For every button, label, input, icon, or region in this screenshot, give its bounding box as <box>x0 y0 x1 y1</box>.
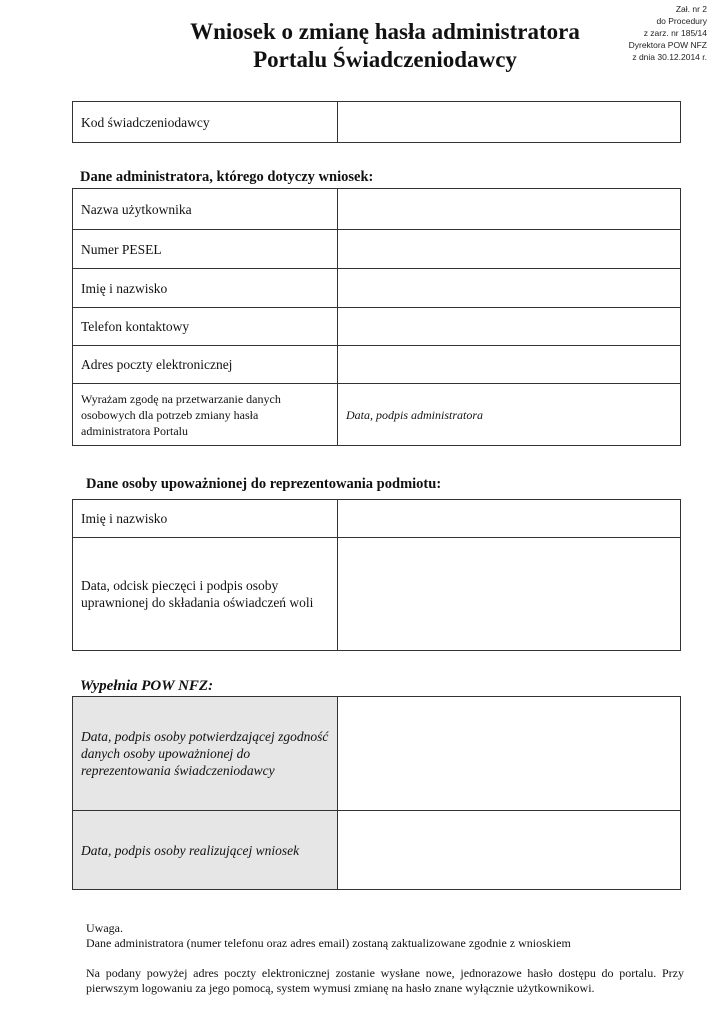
table-row <box>73 811 681 890</box>
confirmation-signature-field[interactable] <box>338 697 681 811</box>
table-row <box>73 500 681 538</box>
document-title-line1: Wniosek o zmianę hasła administratora <box>190 19 580 44</box>
representative-name-label: Imię i nazwisko <box>73 500 338 538</box>
full-name-field[interactable] <box>338 269 681 308</box>
confirmation-label: Data, podpis osoby potwierdzającej zgodność danych osoby upoważnionej do reprezentowania świadczeniodawcy <box>73 697 338 811</box>
admin-table <box>72 188 681 446</box>
annex-line: Dyrektora POW NFZ <box>628 40 707 50</box>
nfz-section-heading: Wypełnia POW NFZ: <box>80 678 214 694</box>
table-row <box>73 189 681 230</box>
email-field[interactable] <box>338 346 681 384</box>
note-paragraph: Na podany powyżej adres poczty elektronicznej zostanie wysłane nowe, jednorazowe hasło dostępu do portalu. Przy pierwszym logowaniu za jego pomocą, system wymusi zmianę na hasło znane wyłącznie użytkownikowi. <box>86 966 684 995</box>
annex-note <box>567 3 707 63</box>
representative-name-field[interactable] <box>338 500 681 538</box>
table-row <box>73 346 681 384</box>
table-row <box>73 697 681 811</box>
consent-label: Wyrażam zgodę na przetwarzanie danych osobowych dla potrzeb zmiany hasła administratora Portalu <box>73 384 338 446</box>
consent-row <box>73 384 681 446</box>
representative-signature-label: Data, odcisk pieczęci i podpis osoby uprawnionej do składania oświadczeń woli <box>73 538 338 651</box>
annex-line: do Procedury <box>656 16 707 26</box>
representative-table <box>72 499 681 651</box>
document-title-line2: Portalu Świadczeniodawcy <box>253 47 517 72</box>
annex-line: z zarz. nr 185/14 <box>643 28 707 38</box>
representative-section-heading: Dane osoby upoważnionej do reprezentowania podmiotu: <box>86 476 442 492</box>
provider-code-label: Kod świadczeniodawcy <box>73 102 338 143</box>
username-field[interactable] <box>338 189 681 230</box>
phone-field[interactable] <box>338 308 681 346</box>
nfz-table <box>72 696 681 890</box>
full-name-label: Imię i nazwisko <box>73 269 338 308</box>
processor-signature-field[interactable] <box>338 811 681 890</box>
username-label: Nazwa użytkownika <box>73 189 338 230</box>
representative-signature-field[interactable] <box>338 538 681 651</box>
phone-label: Telefon kontaktowy <box>73 308 338 346</box>
annex-line: Zał. nr 2 <box>675 4 707 14</box>
consent-signature-field[interactable]: Data, podpis administratora <box>338 384 681 446</box>
pesel-field[interactable] <box>338 230 681 269</box>
note-title: Uwaga. <box>86 921 123 935</box>
table-row <box>73 308 681 346</box>
table-row <box>73 538 681 651</box>
provider-code-field[interactable] <box>338 102 681 143</box>
provider-code-table <box>72 101 681 143</box>
document-title <box>150 18 620 74</box>
provider-code-row <box>73 102 681 143</box>
pesel-label: Numer PESEL <box>73 230 338 269</box>
table-row <box>73 269 681 308</box>
table-row <box>73 230 681 269</box>
processor-label: Data, podpis osoby realizującej wniosek <box>73 811 338 890</box>
admin-section-heading: Dane administratora, którego dotyczy wniosek: <box>80 169 374 185</box>
email-label: Adres poczty elektronicznej <box>73 346 338 384</box>
annex-line: z dnia 30.12.2014 r. <box>632 52 707 62</box>
note-line: Dane administratora (numer telefonu oraz adres email) zostaną zaktualizowane zgodnie z wnioskiem <box>86 936 571 950</box>
